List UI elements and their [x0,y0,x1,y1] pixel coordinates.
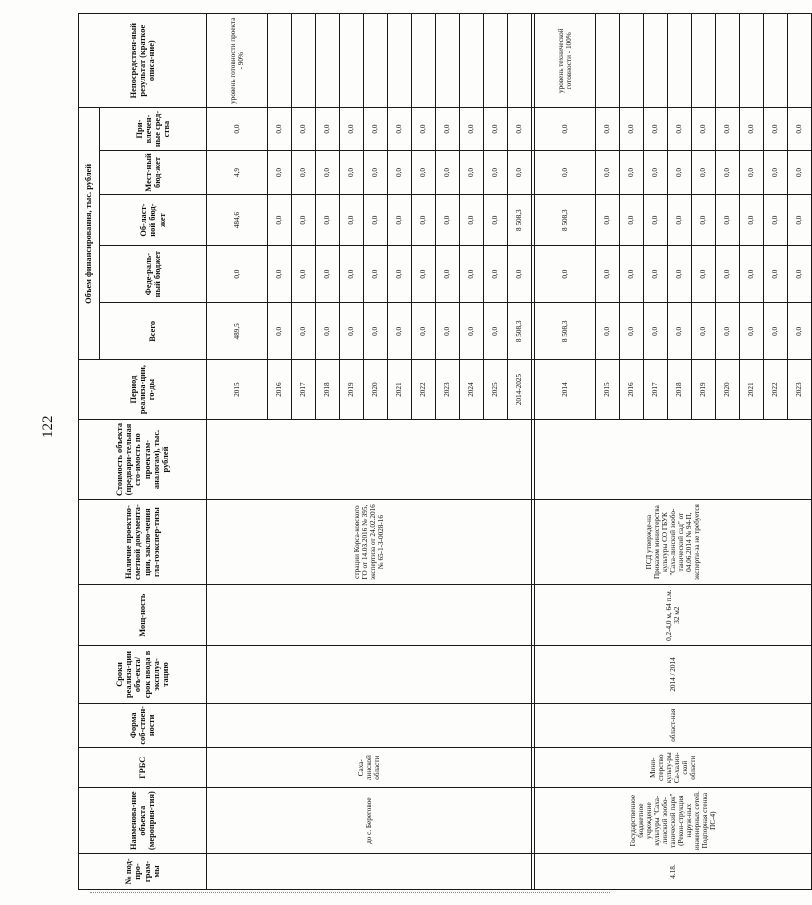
attracted-cell: 0,0 [292,108,316,150]
result-cell [788,14,812,108]
power-cell: 0,2-4,0 м, 64 п.м. 32 м2 [535,584,812,645]
attracted-cell: 0,0 [316,108,340,150]
result-cell [412,14,436,108]
local-cell: 0,0 [340,150,364,194]
regional-cell: 0,0 [596,195,620,246]
period-cell: 2017 [644,360,668,419]
period-cell: 2014-2025 [508,360,532,419]
attracted-cell: 0,0 [207,108,268,150]
federal-cell: 0,0 [535,246,596,303]
num-cell [207,854,532,890]
federal-cell: 0,0 [788,246,812,303]
period-cell: 2022 [412,360,436,419]
header-period: Период реализа-ции, го-ды [79,360,207,419]
total-cell: 0,0 [764,303,788,360]
regional-cell: 0,0 [644,195,668,246]
terms-cell [207,646,532,703]
total-cell: 0,0 [716,303,740,360]
regional-cell: 0,0 [412,195,436,246]
federal-cell: 0,0 [508,246,532,303]
attracted-cell: 0,0 [388,108,412,150]
regional-cell: 8 508,3 [535,195,596,246]
period-cell: 2020 [716,360,740,419]
local-cell: 0,0 [436,150,460,194]
regional-cell: 0,0 [692,195,716,246]
header-regional: Об-ласт-ной бюд-жет [100,195,207,246]
local-cell: 0,0 [268,150,292,194]
result-cell: уровень технической готовности - 100% [535,14,596,108]
header-cost: Стоимость объекта (предвари-тельная сто-имость по проектам-аналогам), тыс. рублей [79,419,207,500]
period-cell: 2023 [788,360,812,419]
table-header [79,14,207,890]
regional-cell: 0,0 [364,195,388,246]
result-cell [740,14,764,108]
attracted-cell: 0,0 [620,108,644,150]
period-cell: 2017 [292,360,316,419]
local-cell: 0,0 [620,150,644,194]
attracted-cell: 0,0 [412,108,436,150]
header-attracted: При-влечен-ные сред-ства [100,108,207,150]
ownership-cell [207,703,532,747]
regional-cell: 0,0 [460,195,484,246]
attracted-cell: 0,0 [596,108,620,150]
result-cell [436,14,460,108]
rotated-table-container [78,13,804,890]
total-cell: 0,0 [620,303,644,360]
period-cell: 2018 [668,360,692,419]
regional-cell: 0,0 [268,195,292,246]
block-2-body [535,14,812,890]
federal-cell: 0,0 [412,246,436,303]
local-cell: 4,9 [207,150,268,194]
result-cell [508,14,532,108]
federal-cell: 0,0 [292,246,316,303]
regional-cell: 0,0 [620,195,644,246]
federal-cell: 0,0 [484,246,508,303]
local-cell: 0,0 [668,150,692,194]
federal-cell: 0,0 [740,246,764,303]
regional-cell: 0,0 [340,195,364,246]
local-cell: 0,0 [596,150,620,194]
attracted-cell: 0,0 [716,108,740,150]
period-cell: 2022 [764,360,788,419]
local-cell: 0,0 [316,150,340,194]
result-cell [596,14,620,108]
local-cell: 0,0 [788,150,812,194]
result-cell: уровень готовности проекта - 90% [207,14,268,108]
total-cell: 0,0 [340,303,364,360]
attracted-cell: 0,0 [788,108,812,150]
regional-cell: 0,0 [740,195,764,246]
header-total: Всего [100,303,207,360]
attracted-cell: 0,0 [668,108,692,150]
local-cell: 0,0 [740,150,764,194]
attracted-cell: 0,0 [340,108,364,150]
psd-cell: страции Корса-ковского ГО от 14.03.2016 № 395, экспертиза от 24.02.2016 № 65-1-3-0028-16 [207,500,532,585]
attracted-cell: 0,0 [535,108,596,150]
total-cell: 0,0 [292,303,316,360]
header-ownership: Форма соб-ствен-ности [79,703,207,747]
local-cell: 0,0 [364,150,388,194]
attracted-cell: 0,0 [268,108,292,150]
local-cell: 0,0 [388,150,412,194]
federal-cell: 0,0 [644,246,668,303]
cost-cell [207,419,532,500]
period-cell: 2016 [268,360,292,419]
local-cell: 0,0 [460,150,484,194]
federal-cell: 0,0 [668,246,692,303]
local-cell: 0,0 [412,150,436,194]
period-cell: 2025 [484,360,508,419]
period-cell: 2020 [364,360,388,419]
regional-cell: 8 508,3 [508,195,532,246]
header-terms: Сроки реализа-ции объ-екта/срок ввода в эксплуа-тацию [79,646,207,703]
block-1-body [207,14,532,890]
result-cell [692,14,716,108]
period-cell: 2014 [535,360,596,419]
ownership-cell: област-ная [535,703,812,747]
terms-cell: 2014 / 2014 [535,646,812,703]
federal-cell: 0,0 [316,246,340,303]
header-psd: Наличие проектно-сметной документа-ции, заклю-чения гла-гоэкспер-тизы [79,500,207,585]
regional-cell: 0,0 [436,195,460,246]
result-cell [668,14,692,108]
total-cell: 0,0 [436,303,460,360]
result-cell [268,14,292,108]
total-cell: 0,0 [596,303,620,360]
header-name: Наименова-ние объекта (мероприя-тия) [79,788,207,854]
local-cell: 0,0 [292,150,316,194]
attracted-cell: 0,0 [436,108,460,150]
regional-cell: 0,0 [764,195,788,246]
federal-cell: 0,0 [340,246,364,303]
federal-cell: 0,0 [268,246,292,303]
header-federal: Феде-раль-ный бюджет [100,246,207,303]
table-row [535,14,596,890]
federal-cell: 0,0 [620,246,644,303]
attracted-cell: 0,0 [692,108,716,150]
header-num: № под-про-грам-мы [79,854,207,890]
period-cell: 2016 [620,360,644,419]
power-cell [207,584,532,645]
total-cell: 0,0 [412,303,436,360]
regional-cell: 0,0 [316,195,340,246]
result-cell [460,14,484,108]
period-cell: 2023 [436,360,460,419]
attracted-cell: 0,0 [644,108,668,150]
period-cell: 2019 [340,360,364,419]
regional-cell: 0,0 [788,195,812,246]
result-cell [388,14,412,108]
result-cell [716,14,740,108]
federal-cell: 0,0 [716,246,740,303]
result-cell [364,14,388,108]
total-cell: 0,0 [644,303,668,360]
attracted-cell: 0,0 [764,108,788,150]
attracted-cell: 0,0 [364,108,388,150]
total-cell: 0,0 [668,303,692,360]
result-cell [316,14,340,108]
local-cell: 0,0 [535,150,596,194]
local-cell: 0,0 [644,150,668,194]
attracted-cell: 0,0 [508,108,532,150]
result-cell [340,14,364,108]
page-number: 122 [40,415,56,438]
total-cell: 0,0 [364,303,388,360]
federal-cell: 0,0 [388,246,412,303]
total-cell: 0,0 [460,303,484,360]
header-funding: Объем финансирования, тыс. рублей [79,108,100,360]
federal-cell: 0,0 [596,246,620,303]
period-cell: 2018 [316,360,340,419]
total-cell: 0,0 [788,303,812,360]
regional-cell: 0,0 [716,195,740,246]
attracted-cell: 0,0 [460,108,484,150]
object-name-cell: Государственное бюджетное учреждение культуры "Саха-линский зообо-танический парк" (Рекон-струкция наруж-ных инженерных сетей. Подпорная стенка ПС-4) [535,788,812,854]
total-cell: 489,5 [207,303,268,360]
federal-cell: 0,0 [460,246,484,303]
total-cell: 0,0 [692,303,716,360]
period-cell: 2015 [596,360,620,419]
result-cell [644,14,668,108]
regional-cell: 0,0 [484,195,508,246]
attracted-cell: 0,0 [740,108,764,150]
total-cell: 8 508,3 [508,303,532,360]
total-cell: 0,0 [316,303,340,360]
header-power: Мощ-ность [79,584,207,645]
federal-cell: 0,0 [207,246,268,303]
result-cell [292,14,316,108]
local-cell: 0,0 [508,150,532,194]
financing-table [78,13,812,890]
period-cell: 2015 [207,360,268,419]
object-name-cell: до с. Береговое [207,788,532,854]
total-cell: 0,0 [740,303,764,360]
header-grbs: ГРБС [79,748,207,788]
header-local: Мест-ный бюд-жет [100,150,207,194]
local-cell: 0,0 [484,150,508,194]
scan-edge-dots [90,892,610,893]
table-row [207,14,268,890]
total-cell: 0,0 [268,303,292,360]
regional-cell: 484,6 [207,195,268,246]
federal-cell: 0,0 [436,246,460,303]
result-cell [484,14,508,108]
federal-cell: 0,0 [692,246,716,303]
header-result: Непосредствен-ный результат (краткое описа-ние) [79,14,207,108]
regional-cell: 0,0 [388,195,412,246]
regional-cell: 0,0 [668,195,692,246]
num-cell: 4.18. [535,854,812,890]
federal-cell: 0,0 [364,246,388,303]
grbs-cell: Мини-стерство культу-ры Са-халин-ской области [535,748,812,788]
grbs-cell: Саха-линской области [207,748,532,788]
regional-cell: 0,0 [292,195,316,246]
total-cell: 0,0 [388,303,412,360]
period-cell: 2021 [740,360,764,419]
total-cell: 8 508,3 [535,303,596,360]
period-cell: 2024 [460,360,484,419]
result-cell [620,14,644,108]
cost-cell [535,419,812,500]
total-cell: 0,0 [484,303,508,360]
result-cell [764,14,788,108]
period-cell: 2019 [692,360,716,419]
local-cell: 0,0 [764,150,788,194]
local-cell: 0,0 [716,150,740,194]
attracted-cell: 0,0 [484,108,508,150]
psd-cell: ПСД утвержде-на Приказом министерства культуры СО ГБУК "Саха-линский зообо-танический сад" от 04.06.2014 № 94-П, эксперти-за не требуется [535,500,812,585]
local-cell: 0,0 [692,150,716,194]
federal-cell: 0,0 [764,246,788,303]
period-cell: 2021 [388,360,412,419]
